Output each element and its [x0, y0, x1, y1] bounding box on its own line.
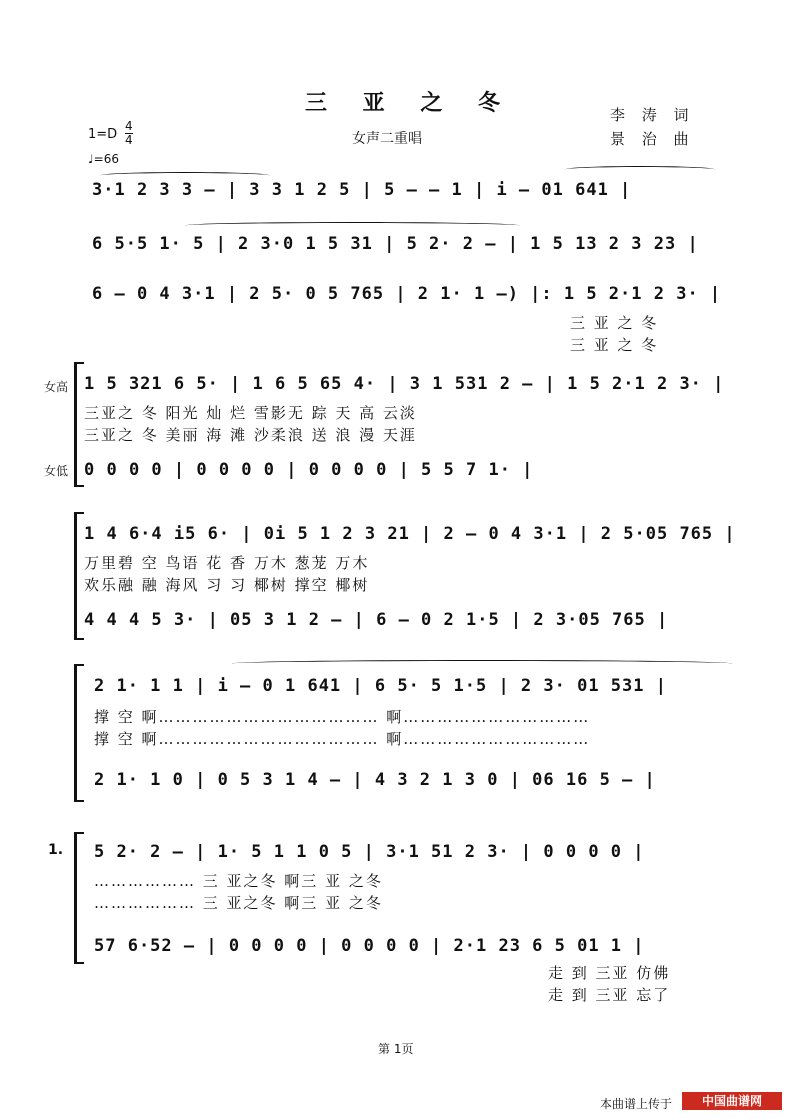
- tie: [232, 660, 732, 667]
- sys3-upper-notes: 2 1· 1 1 | i – 0 1 641 | 6 5· 5 1·5 | 2 3· 01 531 |: [94, 676, 667, 696]
- sys4-lower-notes: 57 6·52 – | 0 0 0 0 | 0 0 0 0 | 2·1 23 6 5 01 1 |: [94, 936, 645, 956]
- sys3-lower-notes: 2 1· 1 0 | 0 5 3 1 4 – | 4 3 2 1 3 0 | 06 16 5 – |: [94, 770, 656, 790]
- sys1-upper-notes: 1 5 321 6 5· | 1 6 5 65 4· | 3 1 531 2 – | 1 5 2·1 2 3· |: [84, 374, 725, 394]
- sys3-lyric-2: 撑 空 啊………………………………… 啊……………………………: [94, 730, 591, 748]
- sys2-upper-notes: 1 4 6·4 i5 6· | 0i 5 1 2 3 21 | 2 – 0 4 3·1 | 2 5·05 765 |: [84, 524, 736, 544]
- lyricist-credit: 李 涛 词: [610, 106, 695, 124]
- sys3-lyric-1: 撑 空 啊………………………………… 啊……………………………: [94, 708, 591, 726]
- sys2-lyric-2: 欢乐融 融 海风 习 习 椰树 撑空 椰树: [84, 576, 370, 594]
- sys1-lyric-2: 三亚之 冬 美丽 海 滩 沙柔浪 送 浪 漫 天涯: [84, 426, 417, 444]
- sys2-lower-notes: 4 4 4 5 3· | 05 3 1 2 – | 6 – 0 2 1·5 | 2 3·05 765 |: [84, 610, 669, 630]
- system-bracket: [74, 832, 77, 964]
- tie: [185, 222, 520, 229]
- sys4-lyric-2: ……………… 三 亚之冬 啊三 亚 之冬: [94, 894, 383, 912]
- sys4-lyric-1: ……………… 三 亚之冬 啊三 亚 之冬: [94, 872, 383, 890]
- intro-row-3: 6 – 0 4 3·1 | 2 5· 0 5 765 | 2 1· 1 –) |: 1 5 2·1 2 3· |: [92, 284, 722, 304]
- sys4-upper-notes: 5 2· 2 – | 1· 5 1 1 0 5 | 3·1 51 2 3· | 0 0 0 0 |: [94, 842, 645, 862]
- tie: [565, 166, 715, 173]
- site-logo: 中国曲谱网: [682, 1092, 782, 1110]
- upper-part-label: 女高: [44, 380, 69, 394]
- page-number: 第 1页: [378, 1042, 414, 1056]
- sys1-lyric-1: 三亚之 冬 阳光 灿 烂 雪影无 踪 天 高 云淡: [84, 404, 417, 422]
- tempo-marking: ♩=66: [88, 152, 119, 166]
- time-signature: 4 4: [125, 119, 133, 147]
- intro-lyric-1: 三 亚 之 冬: [570, 314, 659, 332]
- lower-part-label: 女低: [44, 464, 69, 478]
- intro-lyric-2: 三 亚 之 冬: [570, 336, 659, 354]
- tie: [100, 172, 270, 179]
- sys4-lower-lyric-1: 走 到 三亚 仿佛: [548, 964, 671, 982]
- composer-credit: 景 治 曲: [610, 130, 695, 148]
- system-bracket: [74, 664, 77, 802]
- system-bracket: [74, 362, 77, 487]
- intro-row-2: 6 5·5 1· 5 | 2 3·0 1 5 31 | 5 2· 2 – | 1 5 13 2 3 23 |: [92, 234, 699, 254]
- key-signature: 1=D: [88, 127, 118, 142]
- song-subtitle: 女声二重唱: [352, 131, 422, 147]
- volta-marker: 1.: [48, 842, 64, 858]
- system-bracket: [74, 512, 77, 640]
- upload-note: 本曲谱上传于: [600, 1097, 673, 1111]
- sys2-lyric-1: 万里碧 空 鸟语 花 香 万木 葱茏 万木: [84, 554, 370, 572]
- sys4-lower-lyric-2: 走 到 三亚 忘了: [548, 986, 671, 1004]
- intro-row-1: 3·1 2 3 3 – | 3 3 1 2 5 | 5 – – 1 | i – 01 641 |: [92, 180, 632, 200]
- sys1-lower-notes: 0 0 0 0 | 0 0 0 0 | 0 0 0 0 | 5 5 7 1· |: [84, 460, 534, 480]
- song-title: 三 亚 之 冬: [305, 90, 514, 116]
